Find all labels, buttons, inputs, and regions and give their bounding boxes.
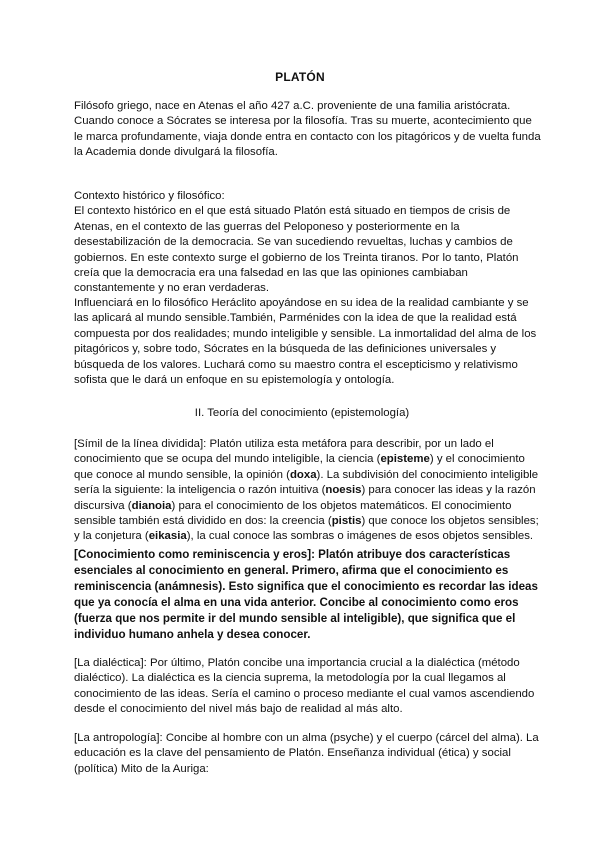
text-line: búsqueda de los valores. Luchará como su maestro contra el escepticismo y relativismo <box>74 358 518 371</box>
term-noesis: noesis <box>325 484 362 497</box>
intro-paragraph <box>74 99 541 161</box>
text-line: sofista que le dará un enfoque en su epistemología y ontología. <box>74 374 395 387</box>
text-line: compuesta por dos realidades; mundo inteligible y sensible. La inmortalidad del alma de los <box>74 327 537 340</box>
term-dianoia: dianoia <box>131 499 172 512</box>
antropologia-paragraph <box>74 731 539 777</box>
text-line: [Conocimiento como reminiscencia y eros]: Platón atribuye dos características <box>74 548 511 561</box>
term-pistis: pistis <box>331 515 362 528</box>
text-line: pitagóricos y, sobre todo, Sócrates en la búsqueda de las definiciones universales y <box>74 343 497 356</box>
text-line: (fuerza que nos permite ir del mundo sensible al inteligible), que significa que el <box>74 612 516 625</box>
text-line: desestabilización de la democracia. Se van sucediendo revueltas, luchas y cambios de <box>74 236 513 249</box>
dialectica-paragraph <box>74 656 535 718</box>
text-line: Filósofo griego, nace en Atenas el año 427 a.C. proveniente de una familia aristócrata. <box>74 100 511 112</box>
text-line: dialéctico). La dialéctica es la ciencia suprema, la metodología por la cual llegamos al <box>74 672 506 685</box>
text-line: [La dialéctica]: Por último, Platón concibe una importancia crucial a la dialéctica (método <box>74 657 520 669</box>
simil-paragraph <box>74 437 539 545</box>
context-paragraph <box>74 189 530 297</box>
page-title: PLATÓN <box>275 70 325 84</box>
text-line: reminiscencia (anámnesis). Esto significa que el conocimiento es recordar las ideas <box>74 580 538 593</box>
text-line: El contexto histórico en el que está situado Platón está situado en tiempos de crisis de <box>74 205 511 218</box>
text-line: Atenas, en el contexto de las guerras del Peloponeso y posteriormente en la <box>74 220 460 233</box>
text-line: conocimiento de las ideas. Sería el camino o proceso mediante el cual vamos ascendiendo <box>74 687 535 700</box>
text-line: sería la siguiente: la inteligencia o razón intuitiva (noesis) para conocer las ideas y la razón <box>74 484 536 497</box>
text-line: sensible también está dividido en dos: la creencia (pistis) que conoce los objetos sensibles; <box>74 515 539 528</box>
text-line: le marca profundamente, viaja donde entra en contacto con los pitagóricos y de vuelta funda <box>74 130 541 143</box>
text-line: educación es la clave del pensamiento de Platón. Enseñanza individual (ética) y social <box>74 747 511 760</box>
text-line: discursiva (dianoia) para el conocimiento de los objetos matemáticos. El conocimiento <box>74 499 512 512</box>
term-eikasia: eikasia <box>148 530 187 543</box>
text-line: las aplicará al mundo sensible.También, Parménides con la idea de que la realidad está <box>74 312 517 325</box>
text-line: Contexto histórico y filosófico: <box>74 190 225 202</box>
text-line: desde el conocimiento del nivel más bajo de realidad al más alto. <box>74 703 403 716</box>
text-line: conocimiento que se ocupa del mundo inteligible, la ciencia (episteme) y el conocimiento <box>74 453 525 466</box>
text-line: que ya conocía el alma en una vida anterior. Concibe al conocimiento como eros <box>74 596 519 609</box>
term-doxa: doxa <box>289 468 317 481</box>
text-line: y la conjetura (eikasia), la cual conoce las sombras o imágenes de esos objetos sensibles. <box>74 530 534 543</box>
section-heading: II. Teoría del conocimiento (epistemología) <box>194 407 410 419</box>
text-line: Influenciará en lo filosófico Heráclito apoyándose en su idea de la realidad cambiante y se <box>74 297 529 309</box>
term-episteme: episteme <box>380 453 430 466</box>
text-line: gobiernos. En este contexto surge el gobierno de los Treinta tiranos. Por lo tanto, Platón <box>74 251 519 264</box>
text-line: [La antropología]: Concibe al hombre con un alma (psyche) y el cuerpo (cárcel del alma). La <box>74 732 539 744</box>
text-line: creía que la democracia era una falsedad en las que las opiniones cambiaban <box>74 267 468 280</box>
text-line: individuo humano anhela y desea conocer. <box>74 628 311 641</box>
text-line: (política) Mito de la Auriga: <box>74 762 209 775</box>
text-line: que conoce al mundo sensible, la opinión (doxa). La subdivisión del conocimiento inteligible <box>74 468 539 481</box>
text-line: Cuando conoce a Sócrates se interesa por la filosofía. Tras su muerte, acontecimiento que <box>74 115 532 128</box>
text-line: constantemente y no eran verdaderas. <box>74 282 270 295</box>
reminiscencia-paragraph <box>74 547 538 643</box>
text-line: esenciales al conocimiento en general. Primero, afirma que el conocimiento es <box>74 564 509 577</box>
influences-paragraph <box>74 296 537 388</box>
text-line: [Símil de la línea dividida]: Platón utiliza esta metáfora para describir, por un lado el <box>74 438 494 450</box>
text-line: la Academia donde divulgará la filosofía. <box>74 146 278 159</box>
